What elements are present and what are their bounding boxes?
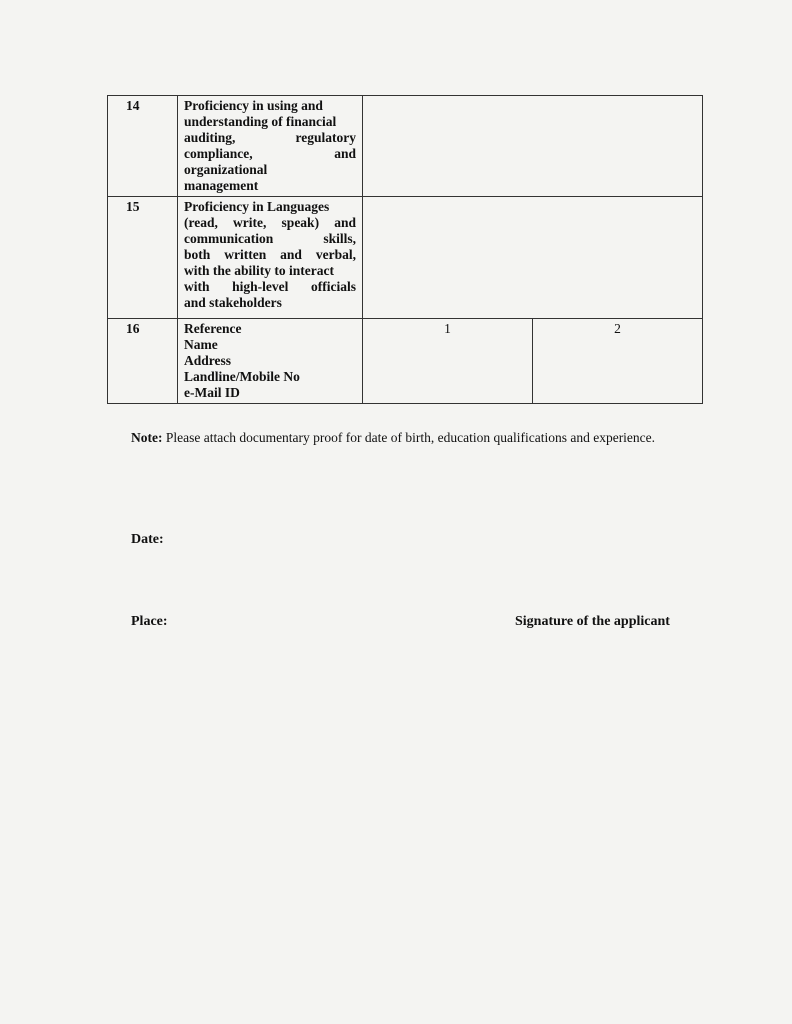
row-number: 14	[108, 96, 178, 197]
table-row	[108, 197, 703, 319]
row-label	[178, 96, 363, 197]
label-line: management	[184, 178, 259, 193]
note-heading: Note:	[131, 430, 163, 445]
row-label	[178, 319, 363, 404]
row-number: 15	[108, 197, 178, 319]
label-line: with high-level officials	[184, 279, 356, 294]
note-text: Please attach documentary proof for date of birth, education qualifications and experience.	[165, 430, 656, 445]
label-line: e-Mail ID	[184, 385, 240, 400]
label-line: communication skills,	[184, 231, 356, 246]
reference-1-field[interactable]: 1	[363, 319, 533, 404]
label-line: auditing, regulatory	[184, 130, 356, 145]
date-label: Date:	[131, 532, 164, 547]
application-form-table	[107, 95, 703, 404]
label-line: Proficiency in Languages	[184, 199, 330, 214]
label-line: Name	[184, 337, 218, 352]
note-paragraph	[131, 428, 681, 447]
answer-field[interactable]	[363, 197, 703, 319]
label-line: both written and verbal,	[184, 247, 356, 262]
label-line: Reference	[184, 321, 242, 336]
place-label: Place:	[131, 614, 168, 629]
label-line: compliance, and	[184, 146, 356, 161]
table-row	[108, 96, 703, 197]
label-line: Address	[184, 353, 232, 368]
label-line: with the ability to interact	[184, 263, 334, 278]
label-line: Landline/Mobile No	[184, 369, 300, 384]
table-row	[108, 319, 703, 404]
signature-label: Signature of the applicant	[515, 614, 670, 629]
label-line: and stakeholders	[184, 295, 282, 310]
reference-2-field[interactable]: 2	[533, 319, 703, 404]
label-line: Proficiency in using and	[184, 98, 323, 113]
row-label	[178, 197, 363, 319]
row-number: 16	[108, 319, 178, 404]
label-line: (read, write, speak) and	[184, 215, 356, 230]
answer-field[interactable]	[363, 96, 703, 197]
label-line: organizational	[184, 162, 268, 177]
label-line: understanding of financial	[184, 114, 337, 129]
